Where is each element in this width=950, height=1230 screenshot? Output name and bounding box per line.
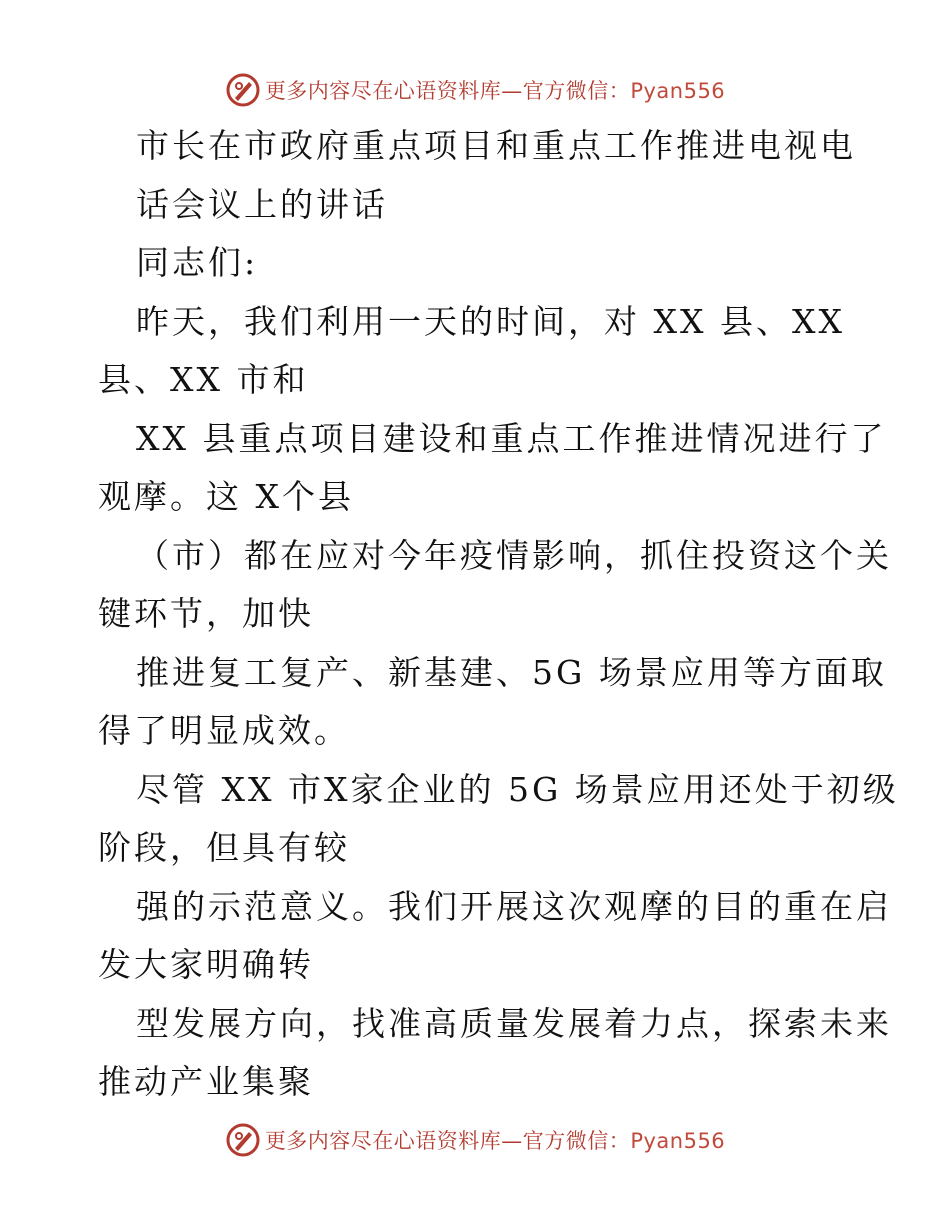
text-line: 强的示范意义。我们开展这次观摩的目的重在启 — [136, 887, 892, 926]
text-line: 发大家明确转 — [98, 945, 314, 984]
pen-logo-icon — [225, 1122, 261, 1158]
text-line: 推动产业集聚 — [98, 1062, 314, 1101]
text-line: 键环节，加快 — [98, 594, 314, 633]
header-watermark — [0, 70, 950, 110]
watermark-text: 更多内容尽在心语资料库—官方微信：Pyan556 — [264, 79, 726, 103]
text-line: 型发展方向，找准高质量发展着力点，探索未来 — [136, 1004, 892, 1043]
text-line: 推进复工复产、新基建、5G 场景应用等方面取 — [136, 653, 887, 692]
text-line: 阶段，但具有较 — [98, 828, 350, 867]
text-line: 得了明显成效。 — [98, 711, 350, 750]
text-line: XX 县重点项目建设和重点工作推进情况进行了 — [136, 419, 887, 458]
pen-logo-icon — [225, 72, 261, 108]
footer-watermark — [0, 1120, 950, 1160]
text-line: 县、XX 市和 — [98, 360, 309, 399]
text-line: 市长在市政府重点项目和重点工作推进电视电 — [136, 126, 856, 165]
text-line: 观摩。这 X个县 — [98, 477, 354, 516]
text-line: 昨天，我们利用一天的时间，对 XX 县、XX — [136, 302, 845, 341]
text-line: 尽管 XX 市X家企业的 5G 场景应用还处于初级 — [136, 770, 899, 809]
text-line: 同志们: — [136, 243, 259, 282]
text-line: 话会议上的讲话 — [136, 185, 388, 224]
watermark-text: 更多内容尽在心语资料库—官方微信：Pyan556 — [264, 1129, 726, 1153]
text-line: （市）都在应对今年疫情影响，抓住投资这个关 — [136, 536, 892, 575]
